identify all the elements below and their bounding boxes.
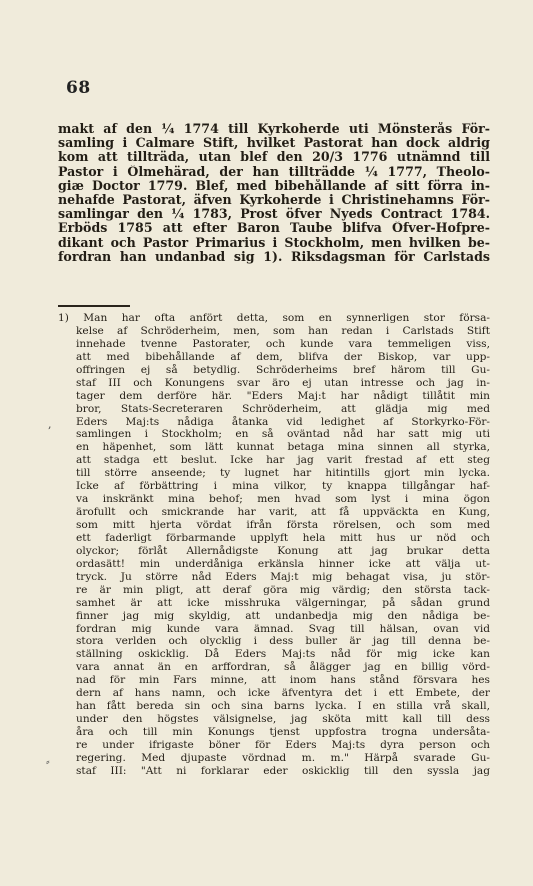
footnote-line: 1) Man har ofta anfört detta, som en synnerligen stor försa- bbox=[58, 312, 490, 324]
main-text-line: samlingar den ¼ 1783, Prost öfver Nyeds Contract 1784. bbox=[58, 207, 490, 222]
footnote-line: att stadga ett beslut. Icke har jag varit frestad af ett steg bbox=[76, 454, 490, 467]
main-text-line: Pastor i Ölmehärad, der han tillträdde ¼ 1777, Theolo- bbox=[58, 164, 490, 179]
footnote-block bbox=[58, 312, 490, 778]
footnote-line: tager dem derföre här. "Eders Maj:t har nådigt tillåtit min bbox=[76, 389, 490, 402]
footnote-line: nad för min Fars minne, att inom hans stånd försvara hes bbox=[76, 674, 490, 687]
footnote-line: under den högstes välsignelse, jag sköta mitt kall till dess bbox=[76, 713, 490, 726]
footnote-line: att med bibehållande af dem, blifva der Biskop, var upp- bbox=[76, 350, 490, 363]
footnote-line: till större anseende; ty lugnet har hitintills gjort min lycka. bbox=[76, 467, 490, 480]
footnote-line: vara annat än en arffordran, så ålägger jag en billig vörd- bbox=[76, 661, 490, 674]
main-text-line: nehafde Pastorat, äfven Kyrkoherde i Christinehamns För- bbox=[58, 192, 490, 207]
main-text-line: giæ Doctor 1779. Blef, med bibehållande af sitt förra in- bbox=[58, 178, 490, 193]
footnote-line: dern af hans namn, och icke äfventyra det i ett Embete, der bbox=[76, 687, 490, 700]
footnote-line: innehade tvenne Pastorater, och kunde vara temmeligen viss, bbox=[76, 337, 490, 350]
footnote-line: stora verlden och olycklig i dess buller är jag till denna be- bbox=[76, 635, 490, 648]
footnote-line: han fått bereda sin och sina barns lycka. I en stilla vrå skall, bbox=[76, 700, 490, 713]
footnote-line: finner jag mig skyldig, att undanbedja mig den nådiga be- bbox=[76, 609, 490, 622]
main-text-line: makt af den ¼ 1774 till Kyrkoherde uti Mönsterås För- bbox=[58, 122, 490, 136]
footnote-line: re under ifrigaste böner för Eders Maj:ts dyra person och bbox=[76, 738, 490, 751]
footnote-separator-rule bbox=[58, 305, 130, 307]
footnote-line: olyckor; förlåt Allernådigste Konung att jag brukar detta bbox=[76, 544, 490, 557]
footnote-line: offringen ej så betydlig. Schröderheims bref härom till Gu- bbox=[76, 363, 490, 376]
footnote-line: regering. Med djupaste vördnad m. m." Härpå svarade Gu- bbox=[76, 751, 490, 764]
footnote-line: ärofullt och smickrande har varit, att få uppväckta en Kung, bbox=[76, 506, 490, 519]
footnote-line: Icke af förbättring i mina vilkor, ty knappa tillgångar haf- bbox=[76, 480, 490, 493]
main-text-line: samling i Calmare Stift, hvilket Pastorat han dock aldrig bbox=[58, 136, 490, 151]
footnote-line: samhet är att icke misshruka välgerningar, på sådan grund bbox=[76, 596, 490, 609]
footnote-line: staf III och Konungens svar äro ej utan intresse och jag in- bbox=[76, 376, 490, 389]
margin-comma-mark: , bbox=[48, 418, 52, 431]
footnote-line: ett faderligt förbarmande upplyft hela mitt hus ur nöd och bbox=[76, 531, 490, 544]
footnote-line: fordran mig kunde vara ämnad. Svag till hälsan, ovan vid bbox=[76, 622, 490, 635]
footnote-line: tryck. Ju större nåd Eders Maj:t mig behagat visa, ju stör- bbox=[76, 570, 490, 583]
footnote-line: va inskränkt mina behof; men hvad som lyst i mina ögon bbox=[76, 493, 490, 506]
main-text-block bbox=[58, 122, 490, 264]
footnote-line: ordasätt! min underdåniga erkänsla hinner icke att välja ut- bbox=[76, 557, 490, 570]
footnote-line: som mitt hjerta vördat ifrån första rörelsen, och som med bbox=[76, 519, 490, 531]
margin-arrow-mark: ⸗ bbox=[46, 755, 50, 768]
page-number: 68 bbox=[66, 78, 91, 98]
footnote-line: bror, Stats-Secreteraren Schröderheim, att glädja mig med bbox=[76, 402, 490, 415]
footnote-line: staf III: "Att ni forklarar eder oskicklig till den syssla jag bbox=[76, 764, 490, 777]
footnote-line: ställning oskicklig. Då Eders Maj:ts nåd för mig icke kan bbox=[76, 648, 490, 661]
main-text-line: kom att tillträda, utan blef den 20/3 1776 utnämnd till bbox=[58, 150, 490, 165]
footnote-line: samlingen i Stockholm; en så oväntad nåd har satt mig uti bbox=[76, 428, 490, 441]
main-text-line: dikant och Pastor Primarius i Stockholm, men hvilken be- bbox=[58, 235, 490, 250]
footnote-line: Eders Maj:ts nådiga åtanka vid ledighet af Storkyrko-För- bbox=[76, 415, 490, 428]
main-text-line: fordran han undanbad sig 1). Riksdagsman för Carlstads bbox=[58, 249, 490, 264]
main-text-line: Erböds 1785 att efter Baron Taube blifva Öfver-Hofpre- bbox=[58, 221, 490, 236]
footnote-line: re är min pligt, att deraf göra mig värdig; den största tack- bbox=[76, 583, 490, 596]
footnote-line: åra och till min Konungs tjenst uppfostra trogna undersåta- bbox=[76, 726, 490, 738]
footnote-line: en häpenhet, som lätt kunnat betaga mina sinnen all styrka, bbox=[76, 441, 490, 454]
footnote-line: kelse af Schröderheim, men, som han redan i Carlstads Stift bbox=[76, 324, 490, 337]
